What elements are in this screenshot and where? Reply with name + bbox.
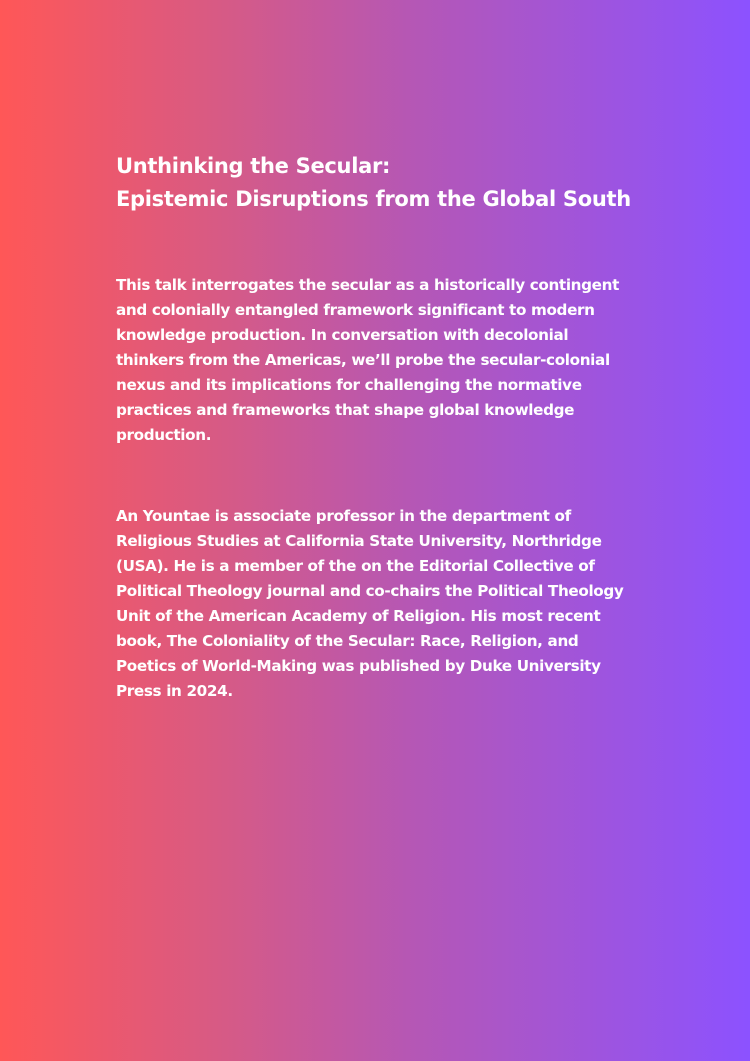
poster-content [116,150,636,704]
talk-title-line-1: Unthinking the Secular: [116,154,391,178]
talk-abstract: This talk interrogates the secular as a historically contingent and colonially entangled framework significant to modern knowledge production. In conversation with decolonial thinkers from the Americas, we’ll probe the secular-colonial nexus and its implications for challenging the normative practices and frameworks that shape global knowledge production. [116,276,619,444]
talk-title [116,150,636,216]
talk-title-line-2: Epistemic Disruptions from the Global South [116,187,631,211]
speaker-bio: An Yountae is associate professor in the department of Religious Studies at California State University, Northridge (USA). He is a member of the on the Editorial Collective of Political Theology journal and co-chairs the Political Theology Unit of the American Academy of Religion. His most recent book, The Coloniality of the Secular: Race, Religion, and Poetics of World-Making was published by Duke University Press in 2024. [116,507,624,700]
